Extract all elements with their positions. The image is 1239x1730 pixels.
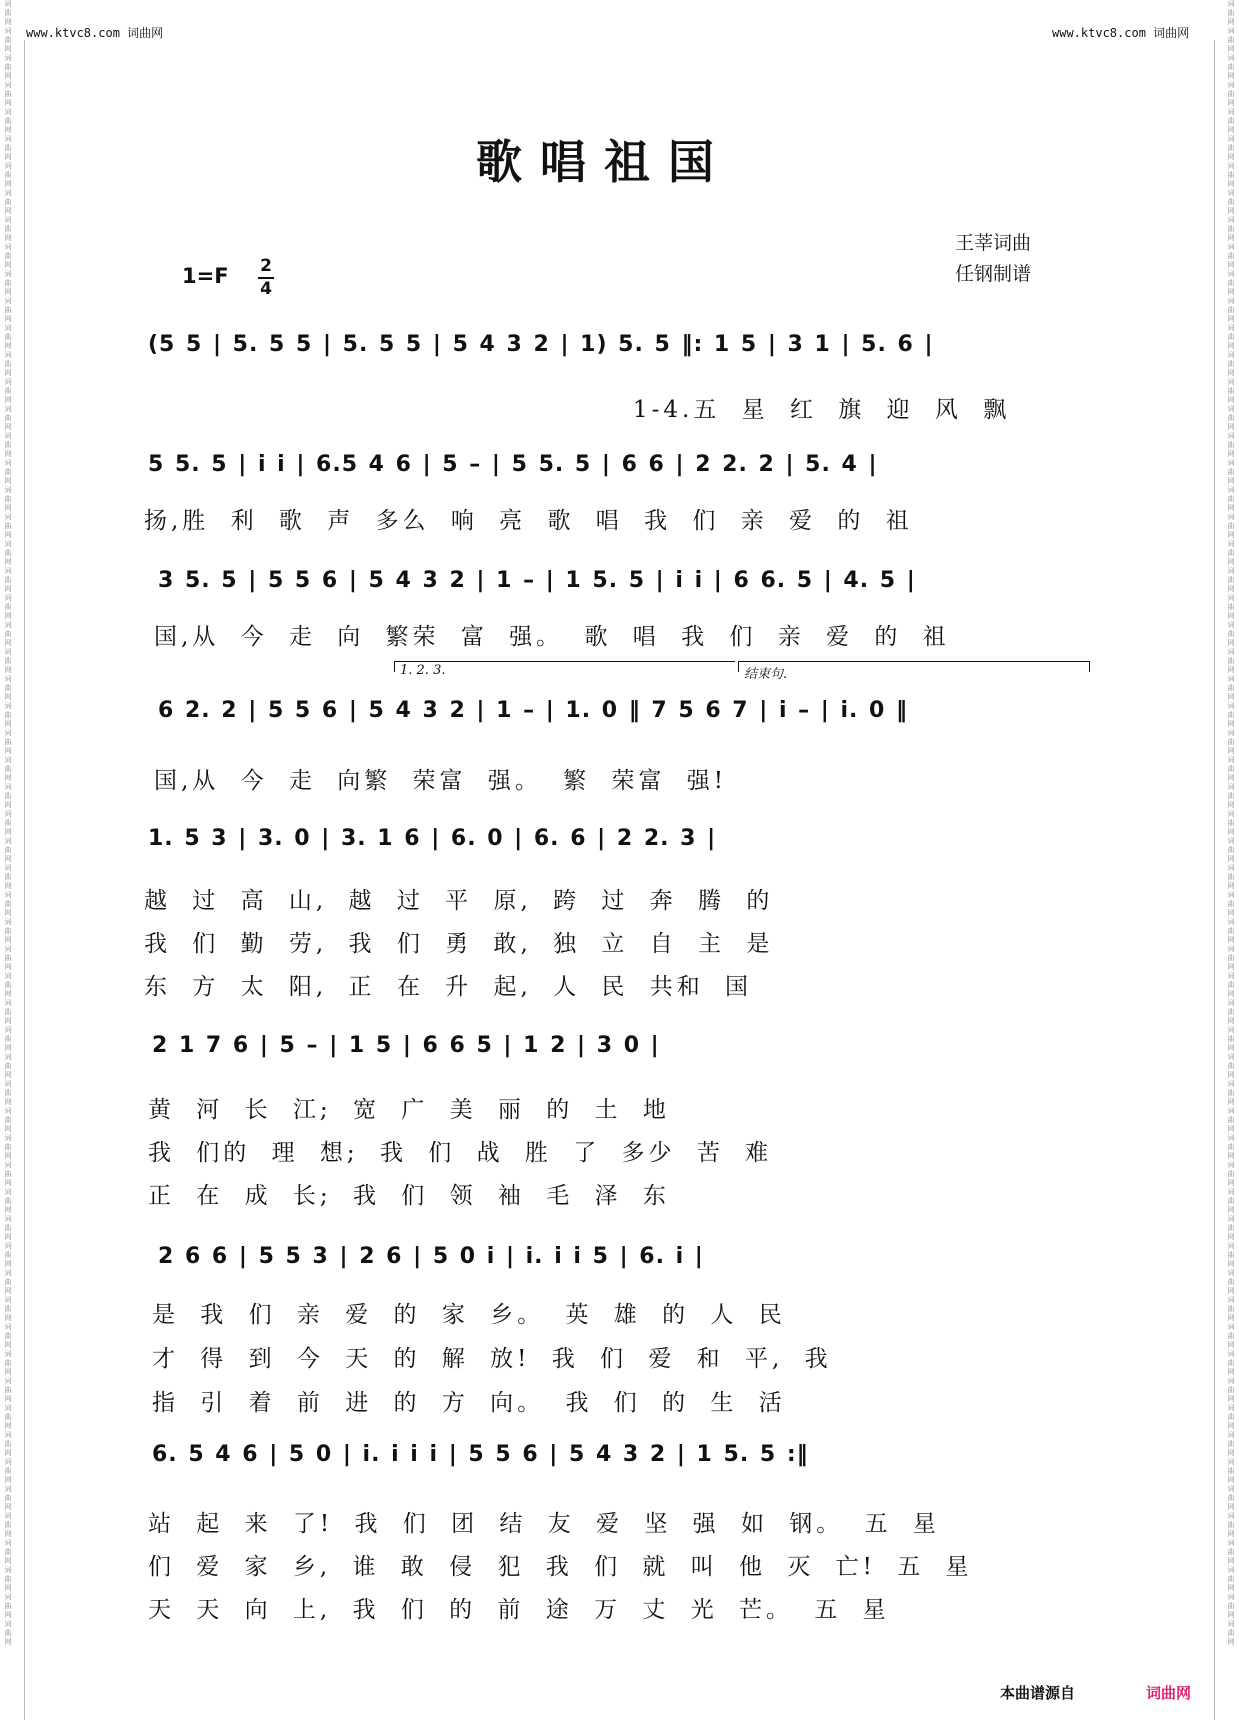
notation-line-6: 2 1 7 6 | 5 – | 1 5 | 6 6 5 | 1 2 | 3 0 | [152,1033,660,1058]
header-site-right: www.ktvc8.com 词曲网 [1052,26,1190,40]
lyric-line-6-1: 黄 河 长 江; 宽 广 美 丽 的 土 地 [148,1097,670,1123]
notation-line-4: 6 2. 2 | 5 5 6 | 5 4 3 2 | 1 – | 1. 0 ‖ 7 5 6 7 | i – | i. 0 ‖ [158,698,909,723]
volta-label-1: 1. 2. 3. [400,663,446,678]
notation-line-5: 1. 5 3 | 3. 0 | 3. 1 6 | 6. 0 | 6. 6 | 2 2. 3 | [148,826,717,851]
header-site-left: www.ktvc8.com 词曲网 [26,26,164,40]
notation-line-3: 3 5. 5 | 5 5 6 | 5 4 3 2 | 1 – | 1 5. 5 | i i | 6 6. 5 | 4. 5 | [158,568,916,593]
lyric-line-8-2: 们 爱 家 乡, 谁 敢 侵 犯 我 们 就 叫 他 灭 亡! 五 星 [148,1554,973,1580]
page-frame-right [1214,40,1215,1720]
lyricist-credit: 王莘词曲 [955,232,1032,254]
lyric-line-8-3: 天 天 向 上, 我 们 的 前 途 万 丈 光 芒。 五 星 [148,1597,890,1623]
key-signature: 1=F [182,264,229,288]
lyric-line-1-1: 1-4.五 星 红 旗 迎 风 飘 [633,397,1011,423]
page-frame-left [24,40,25,1720]
song-title: 歌唱祖国 [476,135,732,189]
side-watermark-left: 词曲网词曲网词曲网词曲网词曲网词曲网词曲网词曲网词曲网词曲网词曲网词曲网词曲网词曲网词曲网词曲网词曲网词曲网词曲网词曲网词曲网词曲网词曲网词曲网词曲网词曲网词曲网词曲网词曲网词曲网词曲网词曲网词曲网词曲网词曲网词曲网词曲网词曲网词曲网词曲网词曲网词曲网词曲网词曲网词曲网词曲网词曲网词曲网词曲网词曲网词曲网词曲网词曲网词曲网词曲网词曲网词曲网词曲网词曲网词曲网词曲网 [4,0,12,1646]
lyric-line-7-1: 是 我 们 亲 爱 的 家 乡。 英 雄 的 人 民 [152,1302,786,1328]
lyric-line-7-3: 指 引 着 前 进 的 方 向。 我 们 的 生 活 [152,1390,786,1416]
lyric-line-5-1: 越 过 高 山, 越 过 平 原, 跨 过 奔 腾 的 [144,888,774,914]
notation-line-1: (5 5 | 5. 5 5 | 5. 5 5 | 5 4 3 2 | 1) 5. 5 ‖: 1 5 | 3 1 | 5. 6 | [148,332,934,357]
time-signature-numerator: 2 [260,256,272,276]
footer-source-site[interactable]: 词曲网 [1146,1684,1192,1702]
lyric-line-7-2: 才 得 到 今 天 的 解 放! 我 们 爱 和 平, 我 [152,1346,832,1372]
lyric-line-2-1: 扬,胜 利 歌 声 多么 响 亮 歌 唱 我 们 亲 爱 的 祖 [144,508,913,534]
footer-source-label: 本曲谱源自 [1000,1684,1076,1702]
lyric-line-5-2: 我 们 勤 劳, 我 们 勇 敢, 独 立 自 主 是 [144,931,774,957]
lyric-line-6-3: 正 在 成 长; 我 们 领 袖 毛 泽 东 [148,1183,670,1209]
side-watermark-right: 词曲网词曲网词曲网词曲网词曲网词曲网词曲网词曲网词曲网词曲网词曲网词曲网词曲网词曲网词曲网词曲网词曲网词曲网词曲网词曲网词曲网词曲网词曲网词曲网词曲网词曲网词曲网词曲网词曲网词曲网词曲网词曲网词曲网词曲网词曲网词曲网词曲网词曲网词曲网词曲网词曲网词曲网词曲网词曲网词曲网词曲网词曲网词曲网词曲网词曲网词曲网词曲网词曲网词曲网词曲网词曲网词曲网词曲网词曲网词曲网词曲网 [1227,0,1235,1646]
lyric-line-5-3: 东 方 太 阳, 正 在 升 起, 人 民 共和 国 [144,974,753,1000]
volta-bracket-2 [738,661,1090,672]
lyric-line-8-1: 站 起 来 了! 我 们 团 结 友 爱 坚 强 如 钢。 五 星 [148,1511,940,1537]
lyric-line-3-1: 国,从 今 走 向 繁荣 富 强。 歌 唱 我 们 亲 爱 的 祖 [154,624,950,650]
arranger-credit: 任钢制谱 [955,263,1032,285]
volta-label-2: 结束句. [744,667,788,682]
notation-line-8: 6. 5 4 6 | 5 0 | i. i i i | 5 5 6 | 5 4 3 2 | 1 5. 5 :‖ [152,1442,809,1467]
notation-line-7: 2 6 6 | 5 5 3 | 2 6 | 5 0 i | i. i i 5 | 6. i | [158,1244,704,1269]
lyric-line-6-2: 我 们的 理 想; 我 们 战 胜 了 多少 苦 难 [148,1140,773,1166]
time-signature-denominator: 4 [260,279,272,299]
lyric-line-4-1: 国,从 今 走 向繁 荣富 强。 繁 荣富 强! [154,768,728,794]
notation-line-2: 5 5. 5 | i i | 6.5 4 6 | 5 – | 5 5. 5 | 6 6 | 2 2. 2 | 5. 4 | [148,452,878,477]
